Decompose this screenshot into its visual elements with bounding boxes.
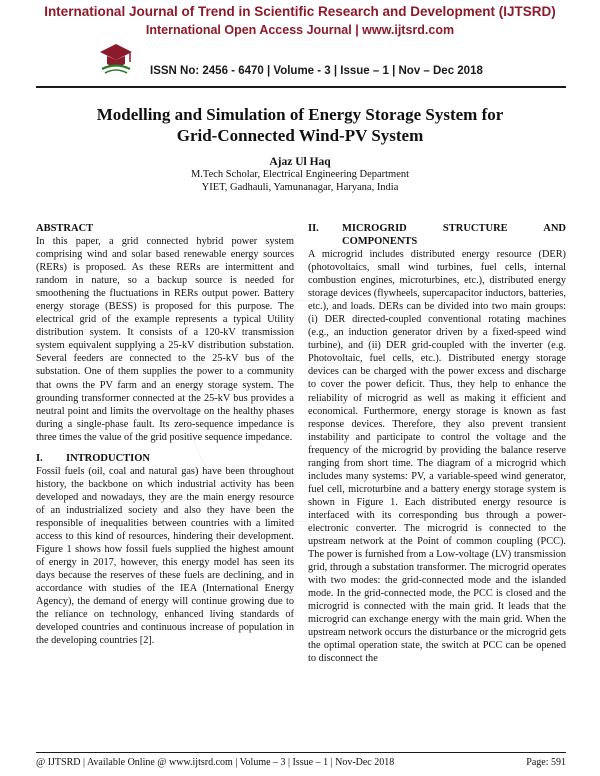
microgrid-text: A microgrid includes distributed energy resource (DER) (photovoltaics, small wind turbines, fuel cells, internal combustion engines, microturbines, etc.), distributed energy storage devices (flywheels, supercapacitor inductors, batteries, etc.), and loads. DERs can be divided into two main groups: (i) DER directed-coupled conventional rotating machines (e.g., an induction generator driven by a fixed-speed wind turbine), and (ii) DER grid-coupled with the inverter (e.g. Photovoltaic, fuel cells, etc.). Distributed energy storage devices can be charged with the power excess and discharge to cover the power deficit. Thus, they help to enhance the reliability of microgrid as well as making it efficient and economical. Furthermore, energy storage is known as fast response devices. Therefore, they also prevent transient instability and participate to control the voltage and the frequency of the microgrid by providing the balance reserve ranging from short time. The diagram of a microgrid which includes many systems: PV, a variable-speed wind generator, fuel cell, microturbine and a battery energy storage system is shown in Figure 1. Each distributed energy resource is interfaced with its corresponding bus through a power-electronic converter. The microgrid is connected to the upstream network at the Point of common coupling (PCC). The power is furnished from a Low-voltage (LV) transmission grid, through a substation transformer. The microgrid operates with two modes: the grid-connected mode and the islanded mode. In the grid-connected mode, the PCC is closed and the microgrid is connected with the main grid. It leads that the microgrid can exchange energy with the main grid. When the upstream network occurs the disturbance or the microgrid gets the optimal operation state, the switch at PCC can be opened to disconnect the xyxy=(308,249,566,665)
paper-title-line-2: Grid-Connected Wind-PV System xyxy=(176,126,424,145)
microgrid-title-line-1: MICROGRID STRUCTURE AND xyxy=(342,223,566,234)
introduction-number: I. xyxy=(36,452,43,464)
right-column xyxy=(308,222,566,666)
microgrid-number: II. xyxy=(308,223,319,234)
abstract-text: In this paper, a grid connected hybrid power system comprising wind and solar based renewable energy sources (RERs) is proposed. As these RERs are intermittent and random in nature, so a backup source is needed for smoothening the fluctuations in RERs output power. Battery energy storage (BESS) is proposed for this purpose. The electrical grid of the example represents a typical Utility distribution system. It consists of a 120-kV transmission system equivalent supplying a 25-kV distribution substation. Several feeders are connected to the 25-kV bus of the substation. One of them supplies the power to a community that owns the PV farm and an energy storage system. The grounding transformer connected at the 25-kV bus provides a neutral point and limits the overvoltage on the healthy phases during a single-phase fault. Its zero-sequence impedance is three times the value of the grid positive sequence impedance. xyxy=(36,236,294,443)
page-number: Page: 591 xyxy=(526,757,566,768)
footer-citation: @ IJTSRD | Available Online @ www.ijtsrd.com | Volume – 3 | Issue – 1 | Nov-Dec 2018 xyxy=(36,757,395,768)
microgrid-heading xyxy=(308,222,566,235)
issn-line: ISSN No: 2456 - 6470 | Volume - 3 | Issue – 1 | Nov – Dec 2018 xyxy=(150,65,483,77)
paper-title-line-1: Modelling and Simulation of Energy Storage System for xyxy=(96,105,504,124)
introduction-heading xyxy=(36,452,294,465)
microgrid-heading-cont xyxy=(308,235,566,248)
affiliation-line-2: YIET, Gadhauli, Yamunanagar, Haryana, India xyxy=(201,182,399,193)
ijtsrd-logo-icon xyxy=(96,38,136,76)
header-divider xyxy=(36,86,566,88)
journal-subtitle: International Open Access Journal | www.ijtsrd.com xyxy=(145,23,455,37)
paper-title xyxy=(0,104,600,146)
microgrid-title-line-2: COMPONENTS xyxy=(342,236,418,247)
journal-title: International Journal of Trend in Scientific Research and Development (IJTSRD) xyxy=(44,4,556,19)
author-affiliation xyxy=(0,168,600,194)
left-column xyxy=(36,222,294,647)
introduction-title: INTRODUCTION xyxy=(66,452,151,464)
abstract-heading: ABSTRACT xyxy=(36,223,94,234)
footer-divider xyxy=(36,752,566,753)
page-footer xyxy=(36,756,566,769)
journal-header xyxy=(0,0,600,92)
author-name: Ajaz Ul Haq xyxy=(269,156,331,168)
affiliation-line-1: M.Tech Scholar, Electrical Engineering Department xyxy=(190,169,410,180)
introduction-text: Fossil fuels (oil, coal and natural gas) have been throughout history, the backbone on which industrial activity has been developed and nowadays, they are the main energy resource of an industrialized society and also they have been the responsible of inequalities between countries with a limited access to this kind of resources, hindering their development. Figure 1 shows how fossil fuels supplied the highest amount of energy in 2017, however, this energy model has seen its days because the reserves of these fuels are declining, and in accordance with studies of the IEA (International Energy Agency), the demand of energy will continue growing due to the reliance on technology, enhanced living standards of developed countries and continuous increase of population in the developing countries [2]. xyxy=(36,465,294,647)
